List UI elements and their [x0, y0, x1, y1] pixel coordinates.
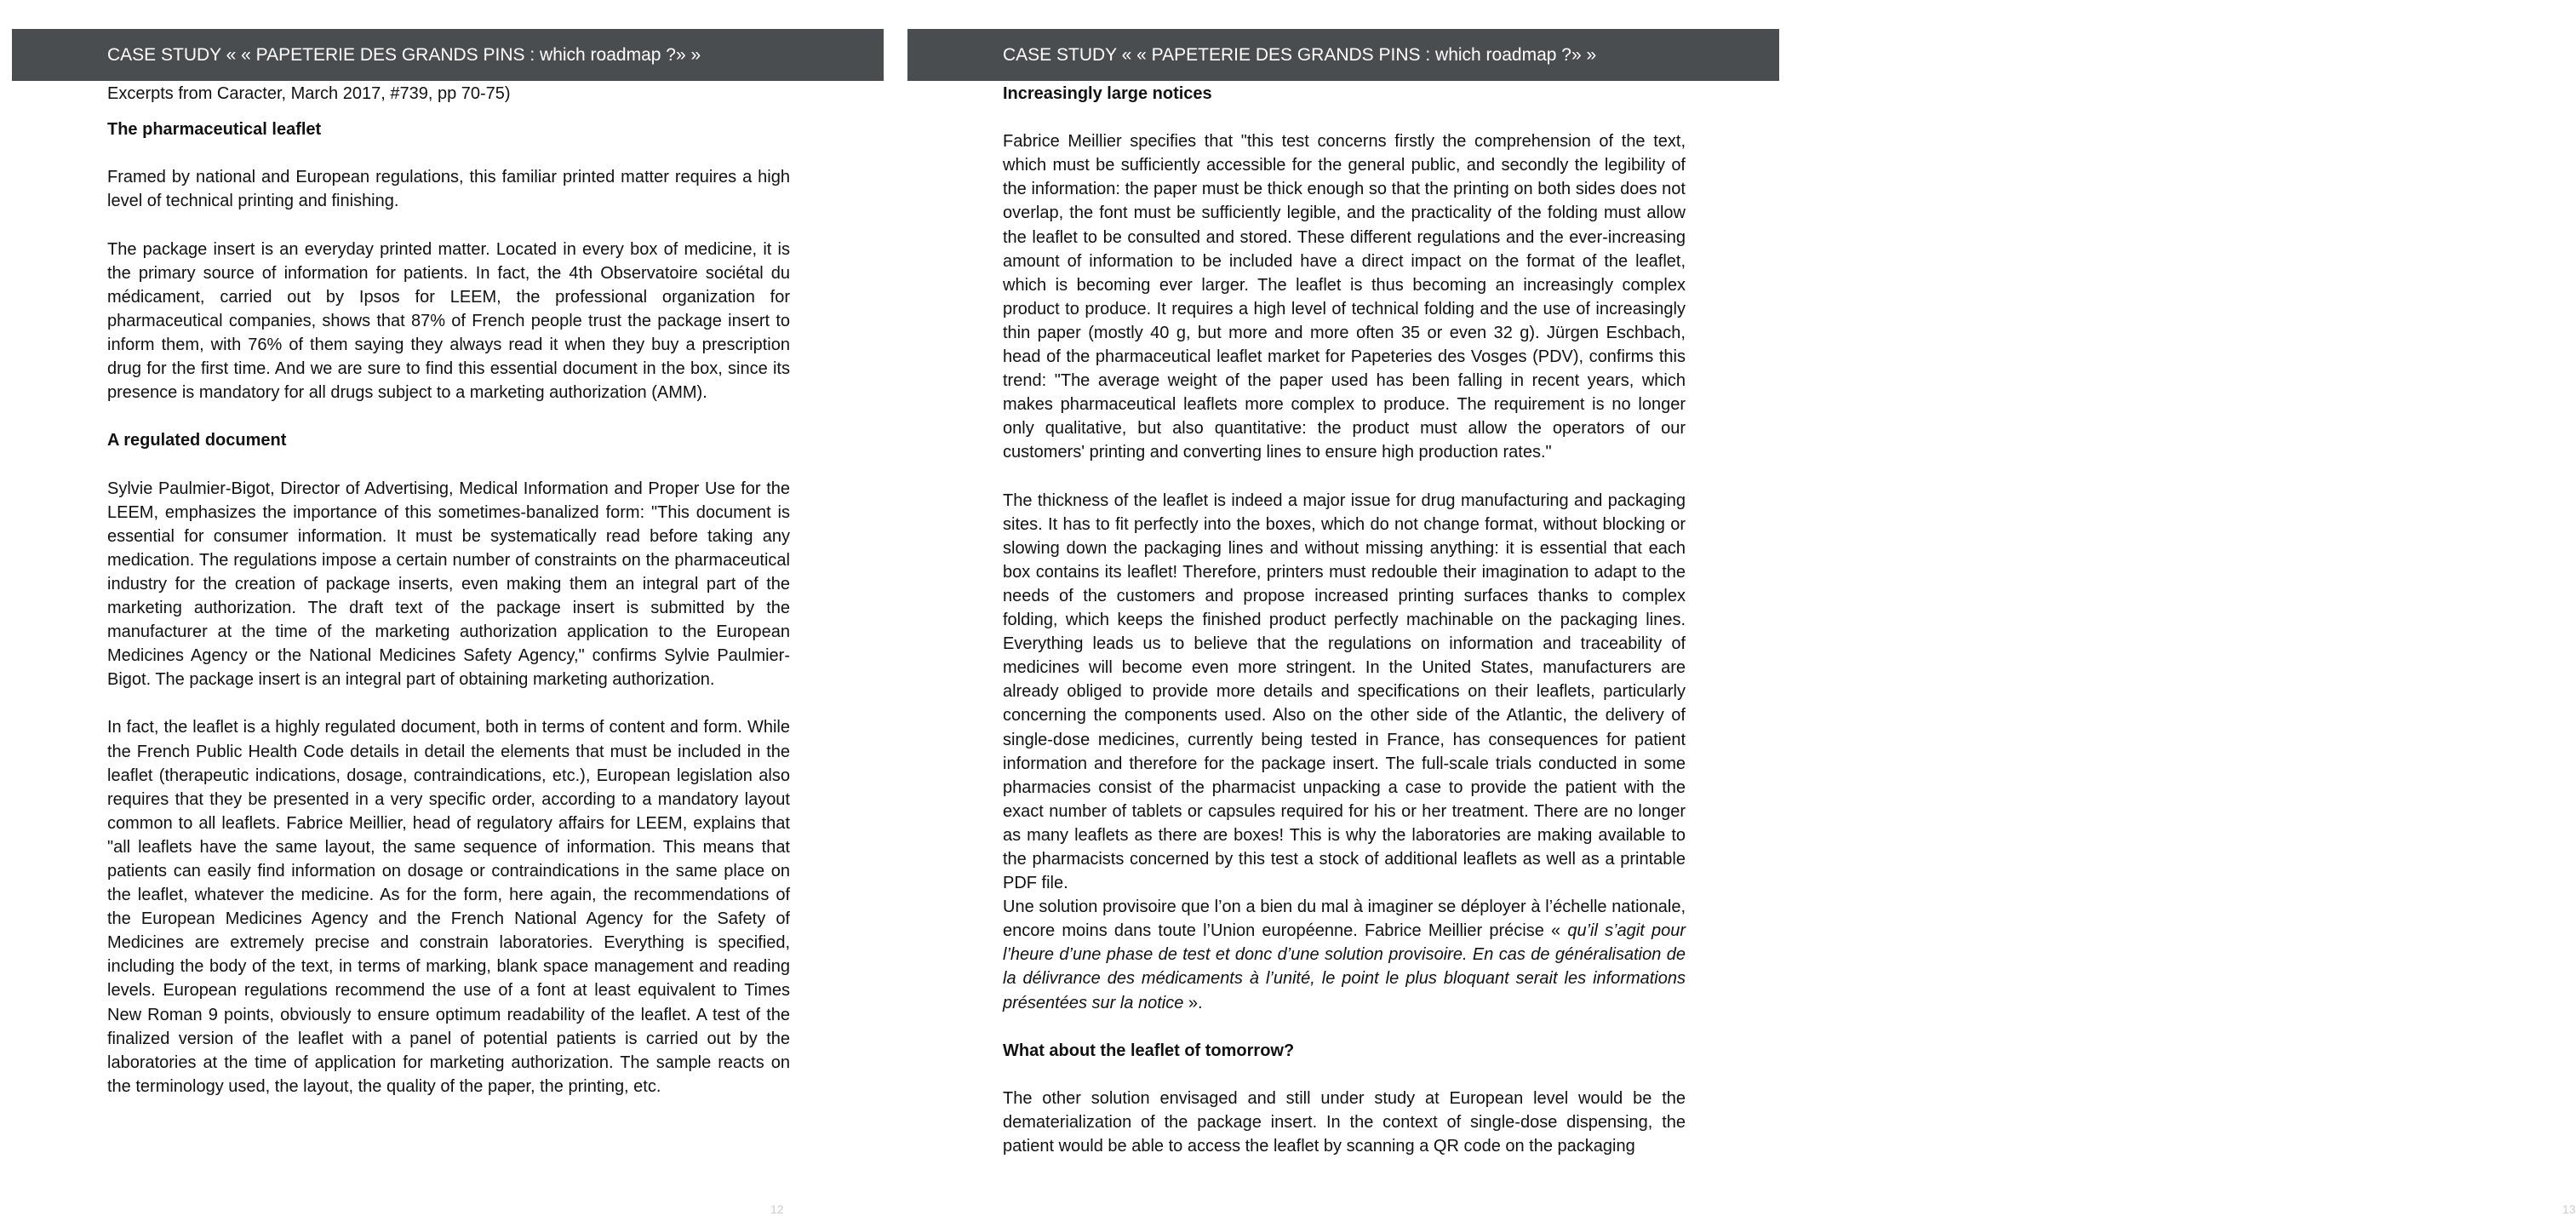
paragraph-text: Une solution provisoire que l’on a bien du mal à imaginer se déployer à l’échelle nationale, encore moins dans toute l’Union européenne. Fabrice Meillier précise «: [1003, 898, 1686, 941]
heading-regulated-document: A regulated document: [107, 431, 287, 450]
paragraph: Sylvie Paulmier-Bigot, Director of Advertising, Medical Information and Proper Use for the LEEM, emphasizes the importance of this sometimes-banalized form: "This document is essential for consumer information. It must be systematically read before taking any medication. The regulations impose a certain number of constraints on the pharmaceutical industry for the creation of package inserts, even making them an integral part of the marketing authorization. The draft text of the package insert is submitted by the manufacturer at the time of the marketing authorization application to the European Medicines Agency or the National Medicines Safety Agency," confirms Sylvie Paulmier-Bigot. The package insert is an integral part of obtaining marketing authorization.: [107, 479, 790, 690]
paragraph: The package insert is an everyday printed matter. Located in every box of medicine, it is the primary source of information for patients. In fact, the 4th Observatoire sociétal du médicament, carried out by Ipsos for LEEM, the professional organization for pharmaceutical companies, shows that 87% of French people trust the package insert to inform them, with 76% of them saying they always read it when they buy a prescription drug for the first time. And we are sure to find this essential document in the box, since its presence is mandatory for all drugs subject to a marketing authorization (AMM).: [107, 239, 790, 403]
right-page: [894, 0, 2576, 1216]
paragraph: Fabrice Meillier specifies that "this test concerns firstly the comprehension of the text, which must be sufficiently accessible for the general public, and secondly the legibility of the information: the paper must be thick enough so that the printing on both sides does not overlap, the font must be sufficiently legible, and the practicality of the folding must allow the leaflet to be consulted and stored. These different regulations and the ever-increasing amount of information to be included have a direct impact on the format of the leaflet, which is becoming ever larger. The leaflet is thus becoming an increasingly complex product to produce. It requires a high level of technical folding and the use of increasingly thin paper (mostly 40 g, but more and more often 35 or even 32 g). Jürgen Eschbach, head of the pharmaceutical leaflet market for Papeteries des Vosges (PDV), confirms this trend: "The average weight of the paper used has been falling in recent years, which makes pharmaceutical leaflets more complex to produce. The requirement is no longer only qualitative, but also quantitative: the product must allow the operators of our customers' printing and converting lines to ensure high production rates.": [1003, 132, 1686, 462]
heading-increasingly-large-notices: Increasingly large notices: [1003, 84, 1212, 103]
paragraph-text: ».: [1183, 993, 1203, 1012]
paragraph: Framed by national and European regulations, this familiar printed matter requires a high level of technical printing and finishing.: [107, 168, 790, 211]
left-page-content: [107, 82, 790, 1122]
paragraph: The thickness of the leaflet is indeed a major issue for drug manufacturing and packaging sites. It has to fit perfectly into the boxes, which do not change format, without blocking or slowing down the packaging lines and without missing anything: it is essential that each box contains its leaflet! Therefore, printers must redouble their imagination to adapt to the needs of the customers and propose increased printing surfaces thanks to complex folding, which keeps the finished product perfectly machinable on the packaging lines. Everything leads us to believe that the regulations on information and traceability of medicines will become even more stringent. In the United States, manufacturers are already obliged to provide more details and specifications on their leaflets, particularly concerning the components used. Also on the other side of the Atlantic, the delivery of single-dose medicines, currently being tested in France, has consequences for patient information and therefore for the package insert. The full-scale trials conducted in some pharmacies consist of the pharmacist unpacking a case to provide the patient with the exact number of tablets or capsules required for his or her treatment. There are no longer as many leaflets as there are boxes! This is why the laboratories are making available to the pharmacists concerned by this test a stock of additional leaflets as well as a printable PDF file.: [1003, 490, 1686, 893]
left-page-header: CASE STUDY « « PAPETERIE DES GRANDS PINS : which roadmap ?» »: [12, 29, 884, 81]
paragraph: The other solution envisaged and still under study at European level would be the dematerialization of the package insert. In the context of single-dose dispensing, the patient would be able to access the leaflet by scanning a QR code on the packaging: [1003, 1088, 1686, 1156]
left-page: [0, 0, 894, 1216]
page-number: 12: [770, 1202, 784, 1216]
paragraph-mixed: [1003, 895, 1686, 1014]
source-citation: Excerpts from Caracter, March 2017, #739, pp 70-75): [107, 84, 511, 103]
quote-italic: qu’il s’agit pour l’heure d’une phase de test et donc d’une solution provisoire. En cas de généralisation de la délivrance des médicaments à l’unité, le point le plus bloquant serait les informations présentées sur la notice: [1003, 921, 1686, 1012]
right-page-content: [1003, 82, 1686, 1182]
heading-leaflet-of-tomorrow: What about the leaflet of tomorrow?: [1003, 1041, 1295, 1060]
paragraph: In fact, the leaflet is a highly regulated document, both in terms of content and form. While the French Public Health Code details in detail the elements that must be included in the leaflet (therapeutic indications, dosage, contraindications, etc.), European legislation also requires that they be presented in a very specific order, according to a mandatory layout common to all leaflets. Fabrice Meillier, head of regulatory affairs for LEEM, explains that "all leaflets have the same layout, the same sequence of information. This means that patients can easily find information on dosage or contraindications in the same place on the leaflet, whatever the medicine. As for the form, here again, the recommendations of the European Medicines Agency and the French National Agency for the Safety of Medicines are extremely precise and constrain laboratories. Everything is specified, including the body of the text, in terms of marking, blank space management and reading levels. European regulations recommend the use of a font at least equivalent to Times New Roman 9 points, obviously to ensure optimum readability of the leaflet. A test of the finalized version of the leaflet with a panel of potential patients is carried out by the laboratories at the time of application for marketing authorization. The sample reacts on the terminology used, the layout, the quality of the paper, the printing, etc.: [107, 718, 790, 1096]
heading-pharmaceutical-leaflet: The pharmaceutical leaflet: [107, 120, 322, 140]
page-number: 13: [2562, 1202, 2576, 1216]
right-page-header: CASE STUDY « « PAPETERIE DES GRANDS PINS : which roadmap ?» »: [907, 29, 1779, 81]
